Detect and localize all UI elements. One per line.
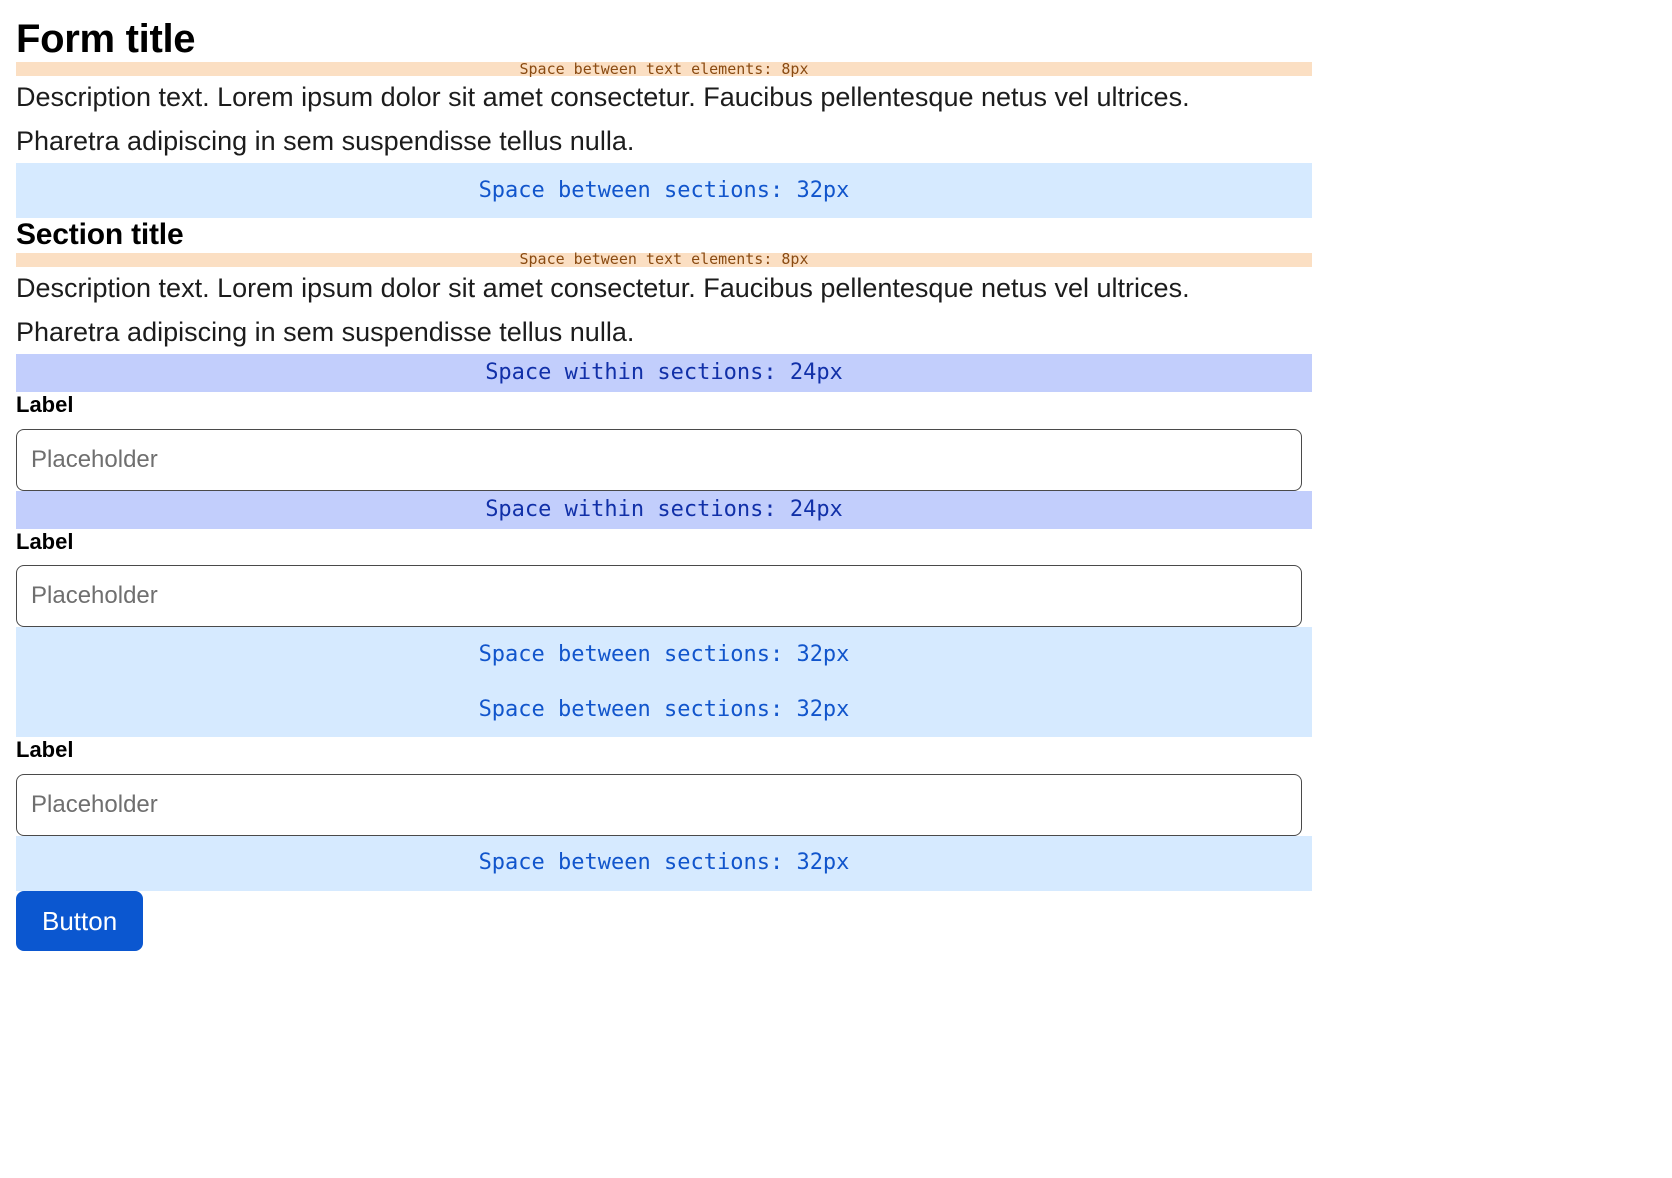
form-container xyxy=(16,16,1312,951)
field-label: Label xyxy=(16,528,74,554)
text-input-2[interactable] xyxy=(16,565,1302,627)
form-description: Description text. Lorem ipsum dolor sit amet consectetur. Faucibus pellentesque netus vel ultrices. Pharetra adipiscing in sem suspendisse tellus nulla. xyxy=(16,82,1190,156)
spacer-within-sections-2 xyxy=(16,491,1312,529)
spacer-between-sections-3 xyxy=(16,682,1312,737)
form-field-2 xyxy=(16,529,1312,627)
field-label: Label xyxy=(16,392,74,418)
section-description: Description text. Lorem ipsum dolor sit amet consectetur. Faucibus pellentesque netus vel ultrices. Pharetra adipiscing in sem suspendisse tellus nulla. xyxy=(16,272,1190,347)
form-field-3 xyxy=(16,737,1312,835)
spacer-label: Space within sections: 24px xyxy=(485,360,843,386)
spacer-label: Space between sections: 32px xyxy=(478,641,850,667)
spacer-text-elements-1 xyxy=(16,59,1312,78)
text-input-3[interactable] xyxy=(16,774,1302,836)
form-field-1 xyxy=(16,392,1312,490)
spacer-label: Space between text elements: 8px xyxy=(519,250,809,269)
spacer-between-sections-2 xyxy=(16,627,1312,682)
spacer-text-elements-2 xyxy=(16,250,1312,269)
spacer-label: Space between sections: 32px xyxy=(478,696,850,722)
spacer-within-sections-1 xyxy=(16,354,1312,392)
spacer-label: Space between sections: 32px xyxy=(478,177,850,203)
field-label: Label xyxy=(16,737,74,763)
spacer-label: Space between sections: 32px xyxy=(478,850,850,876)
text-input-1[interactable] xyxy=(16,429,1302,491)
page-title: Form title xyxy=(16,17,196,61)
section-title: Section title xyxy=(16,218,184,252)
submit-button[interactable]: Button xyxy=(16,891,143,952)
spacer-label: Space between text elements: 8px xyxy=(519,59,809,78)
spacer-between-sections-4 xyxy=(16,836,1312,891)
spacer-label: Space within sections: 24px xyxy=(485,496,843,522)
spacer-between-sections-1 xyxy=(16,163,1312,218)
